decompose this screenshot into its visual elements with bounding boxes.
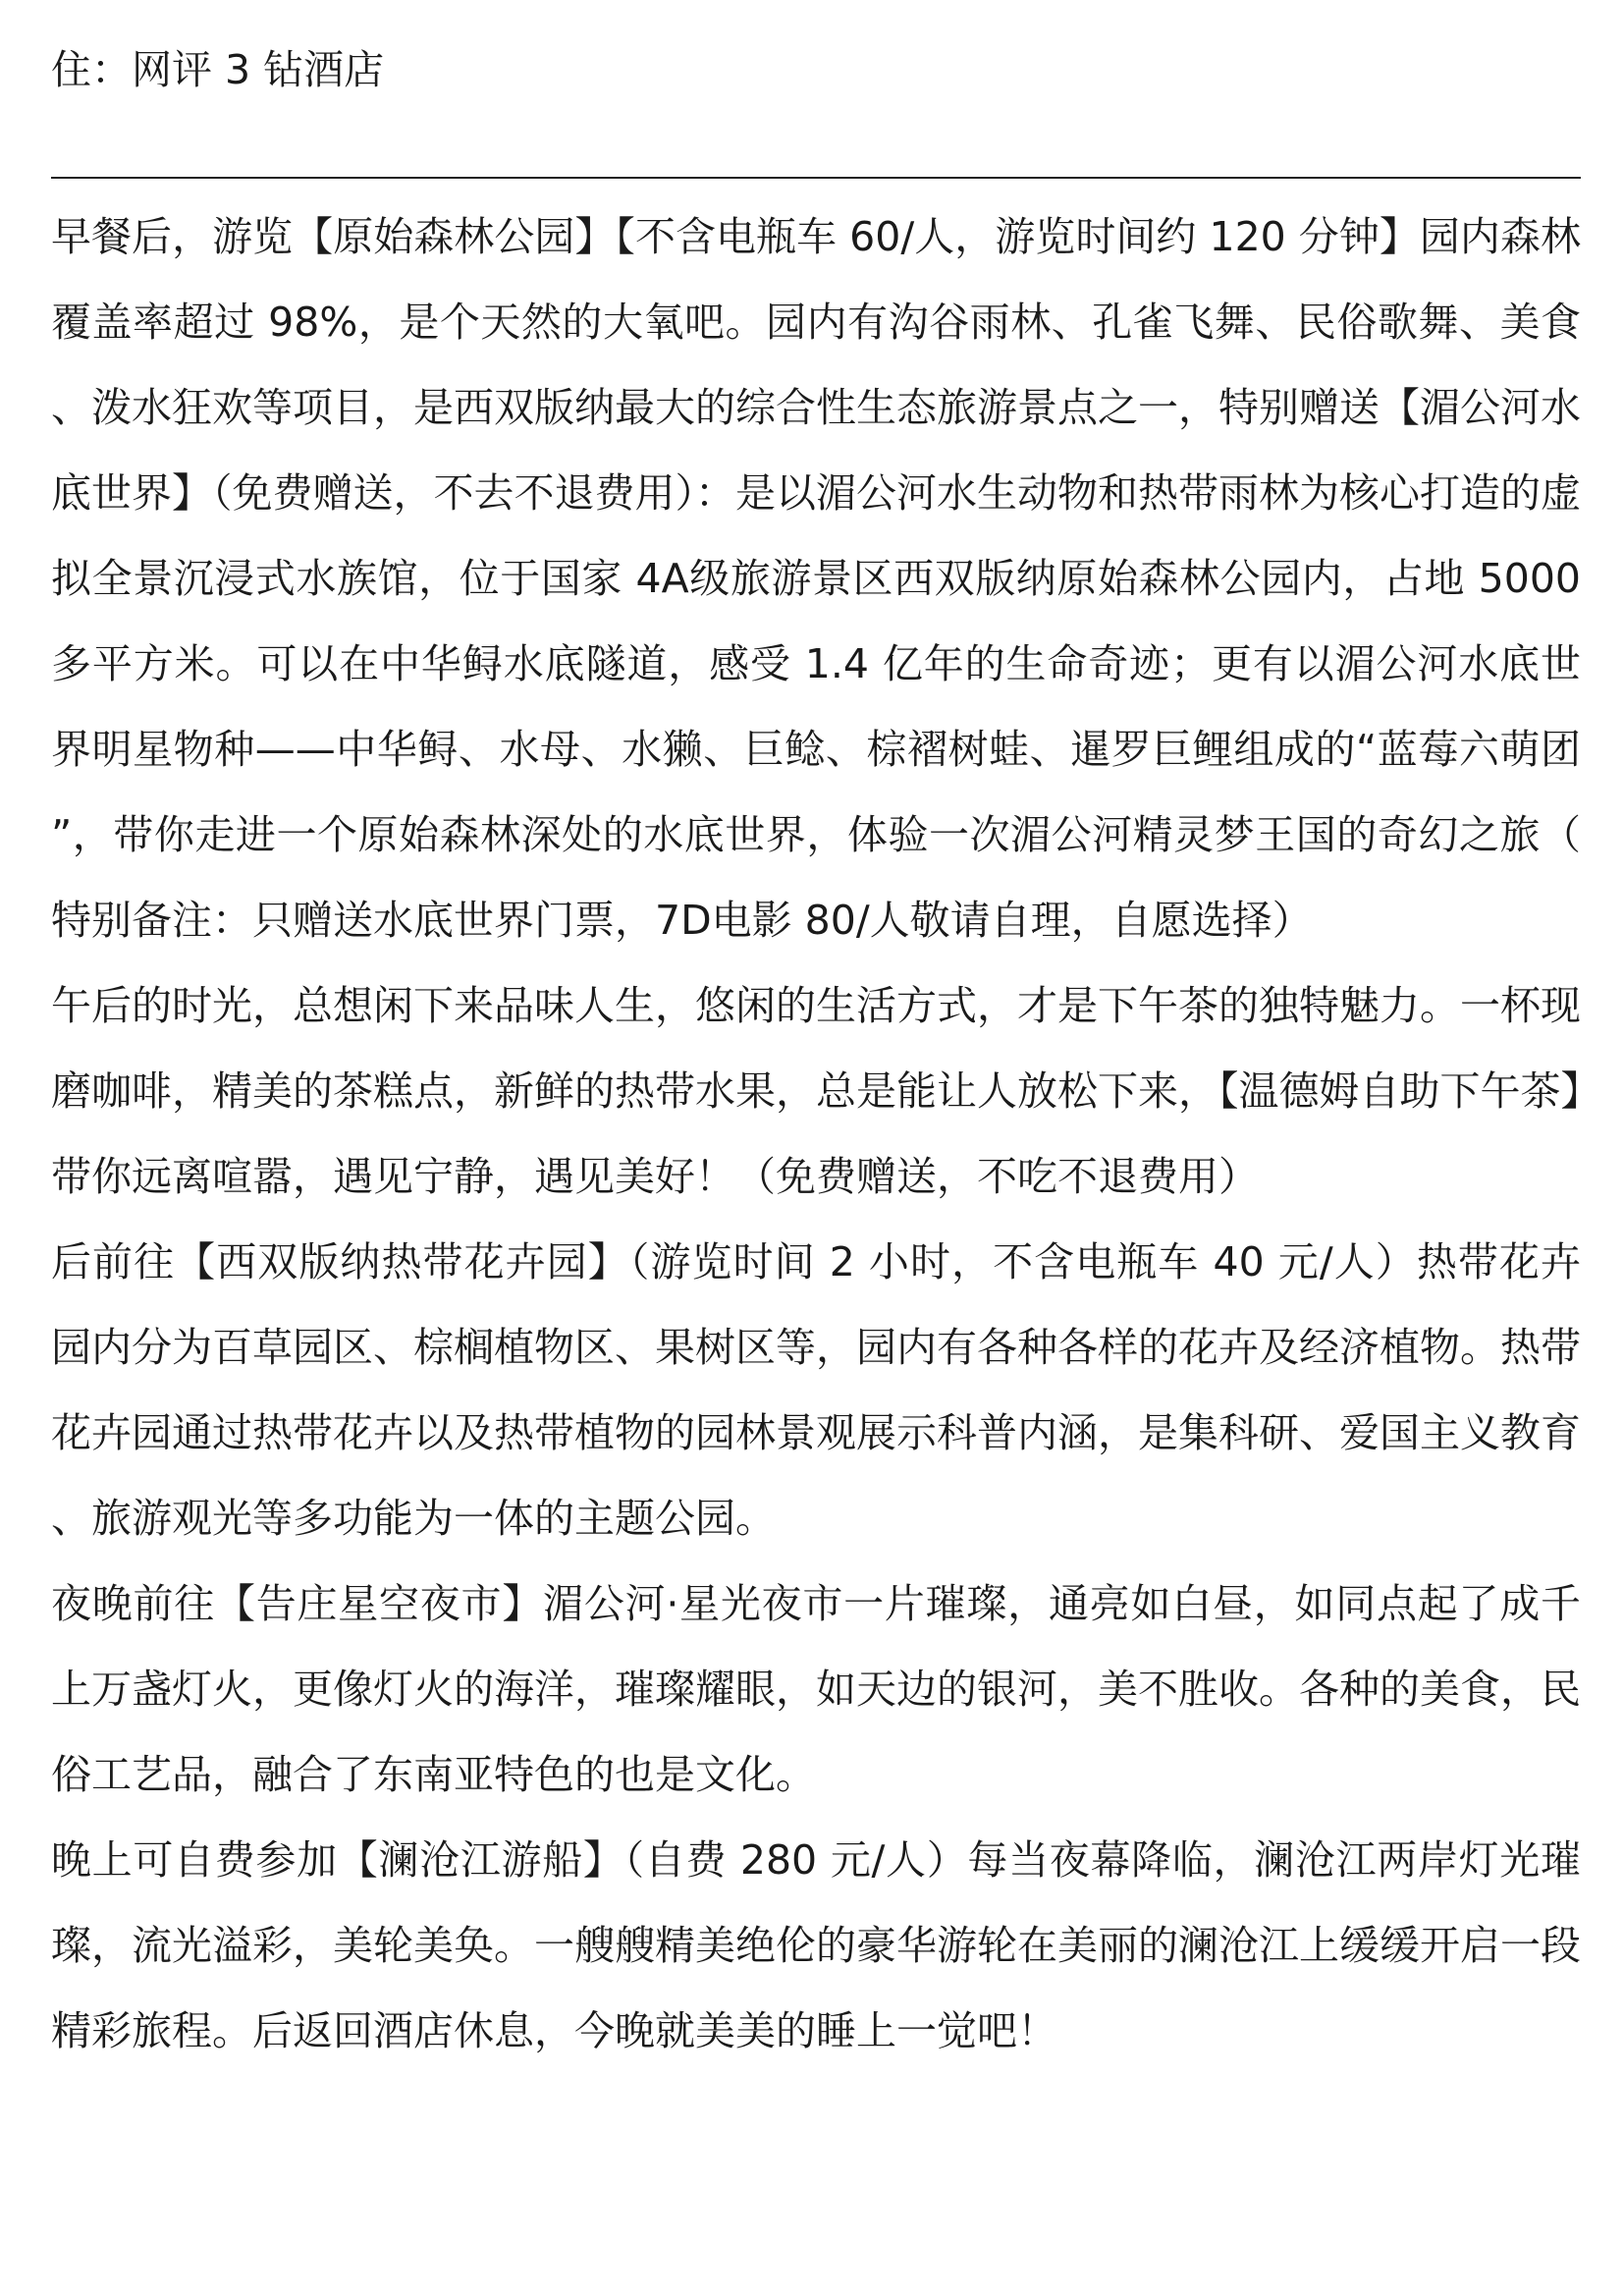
itinerary-body — [51, 194, 1581, 2074]
paragraph-river-cruise: 晚上可自费参加【澜沧江游船】（自费 280 元/人）每当夜幕降临，澜沧江两岸灯光璀璨，流光溢彩，美轮美奂。一艘艘精美绝伦的豪华游轮在美丽的澜沧江上缓缓开启一段精彩旅程。后返回酒店休息，今晚就美美的睡上一觉吧！ — [51, 1836, 1581, 2054]
accommodation-line: 住：网评 3 钻酒店 — [51, 46, 385, 93]
paragraph-forest-park: 早餐后，游览【原始森林公园】【不含电瓶车 60/人，游览时间约 120 分钟】园内森林覆盖率超过 98%，是个天然的大氧吧。园内有沟谷雨林、孔雀飞舞、民俗歌舞、美食、泼水狂欢等项目，是西双版纳最大的综合性生态旅游景点之一，特别赠送【湄公河水底世界】（免费赠送，不去不退费用）：是以湄公河水生动物和热带雨林为核心打造的虚拟全景沉浸式水族馆，位于国家 4A级旅游景区西双版纳原始森林公园内，占地 5000 多平方米。可以在中华鲟水底隧道，感受 1.4 亿年的生命奇迹；更有以湄公河水底世界明星物种——中华鲟、水母、水獭、巨鲶、棕褶树蛙、暹罗巨鲤组成的“蓝莓六萌团”，带你走进一个原始森林深处的水底世界，体验一次湄公河精灵梦王国的奇幻之旅（特别备注：只赠送水底世界门票，7D电影 80/人敬请自理，自愿选择） — [51, 213, 1581, 944]
paragraph-afternoon-tea: 午后的时光，总想闲下来品味人生，悠闲的生活方式，才是下午茶的独特魅力。一杯现磨咖啡，精美的茶糕点，新鲜的热带水果，总是能让人放松下来，【温德姆自助下午茶】带你远离喧嚣，遇见宁静，遇见美好！（免费赠送，不吃不退费用） — [51, 982, 1581, 1200]
paragraph-flower-garden: 后前往【西双版纳热带花卉园】（游览时间 2 小时，不含电瓶车 40 元/人）热带花卉园内分为百草园区、棕榈植物区、果树区等，园内有各种各样的花卉及经济植物。热带花卉园通过热带花卉以及热带植物的园林景观展示科普内涵，是集科研、爱国主义教育、旅游观光等多功能为一体的主题公园。 — [51, 1238, 1581, 1542]
paragraph-night-market: 夜晚前往【告庄星空夜市】湄公河·星光夜市一片璀璨，通亮如白昼，如同点起了成千上万盏灯火，更像灯火的海洋，璀璨耀眼，如天边的银河，美不胜收。各种的美食，民俗工艺品，融合了东南亚特色的也是文化。 — [51, 1580, 1581, 1798]
section-divider — [51, 177, 1581, 179]
